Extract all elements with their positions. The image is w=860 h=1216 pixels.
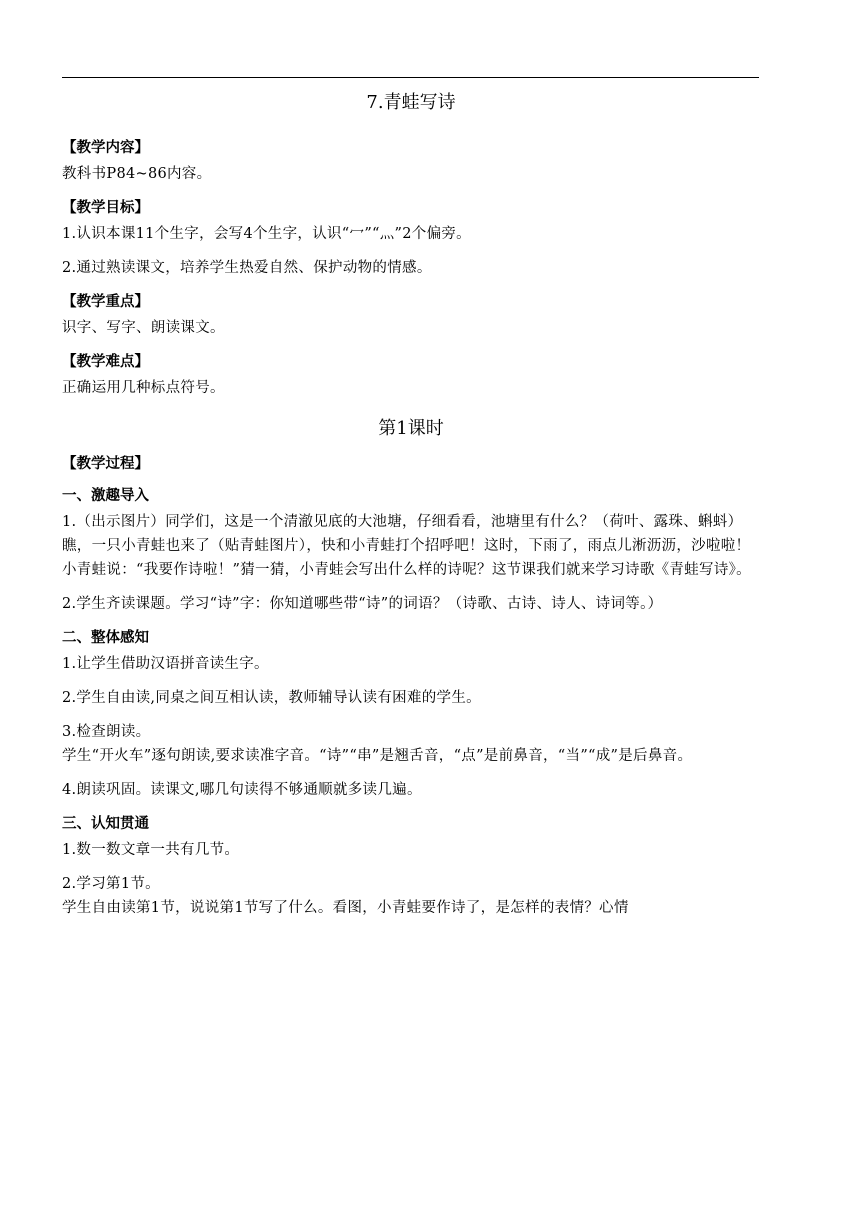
document-body [62, 88, 760, 930]
page-title: 7.青蛙写诗 [366, 92, 456, 113]
section-label-difficulties: 【教学难点】 [62, 354, 149, 370]
section-text-difficulties: 正确运用几种标点符号。 [62, 380, 225, 396]
goal-item-2: 2.通过熟读课文，培养学生热爱自然、保护动物的情感。 [62, 260, 432, 276]
part3-paragraph-1: 1.数一数文章一共有几节。 [62, 842, 240, 858]
part1-paragraph-2: 2.学生齐读课题。学习“诗”字：你知道哪些带“诗”的词语？（诗歌、古诗、诗人、诗词等。） [62, 596, 663, 612]
part2-paragraph-3a: 3.检查朗读。 [62, 724, 151, 740]
section-text-key-points: 识字、写字、朗读课文。 [62, 320, 225, 336]
part3-paragraph-2a: 2.学习第1节。 [62, 876, 160, 892]
lesson-title: 第1课时 [378, 418, 444, 439]
section-label-content: 【教学内容】 [62, 140, 149, 156]
part2-paragraph-1: 1.让学生借助汉语拼音读生字。 [62, 656, 269, 672]
part-heading-1: 一、激趣导入 [62, 488, 149, 504]
part2-paragraph-3b: 学生“开火车”逐句朗读,要求读准字音。“诗”“串”是翘舌音，“点”是前鼻音，“当”“成”是后鼻音。 [62, 748, 693, 764]
section-label-process: 【教学过程】 [62, 456, 149, 472]
part1-paragraph-1: 1.（出示图片）同学们，这是一个清澈见底的大池塘，仔细看看，池塘里有什么？（荷叶、露珠、蝌蚪）瞧，一只小青蛙也来了（贴青蛙图片），快和小青蛙打个招呼吧！这时，下雨了，雨点儿淅沥沥，沙啦啦！小青蛙说：“我要作诗啦！”猜一猜，小青蛙会写出什么样的诗呢？这节课我们就来学习诗歌《青蛙写诗》。 [62, 514, 751, 578]
part-heading-2: 二、整体感知 [62, 630, 149, 646]
goal-item-1: 1.认识本课11个生字，会写4个生字，认识“冖”“灬”2个偏旁。 [62, 226, 471, 242]
section-label-goals: 【教学目标】 [62, 200, 149, 216]
section-text-content: 教科书P84~86内容。 [62, 166, 212, 182]
part2-paragraph-2: 2.学生自由读,同桌之间互相认读，教师辅导认读有困难的学生。 [62, 690, 481, 706]
part2-paragraph-4: 4.朗读巩固。读课文,哪几句读得不够通顺就多读几遍。 [62, 782, 422, 798]
part3-paragraph-2b: 学生自由读第1节，说说第1节写了什么。看图，小青蛙要作诗了，是怎样的表情？心情 [62, 900, 629, 916]
part-heading-3: 三、认知贯通 [62, 816, 149, 832]
header-rule [62, 77, 759, 78]
section-label-key-points: 【教学重点】 [62, 294, 149, 310]
